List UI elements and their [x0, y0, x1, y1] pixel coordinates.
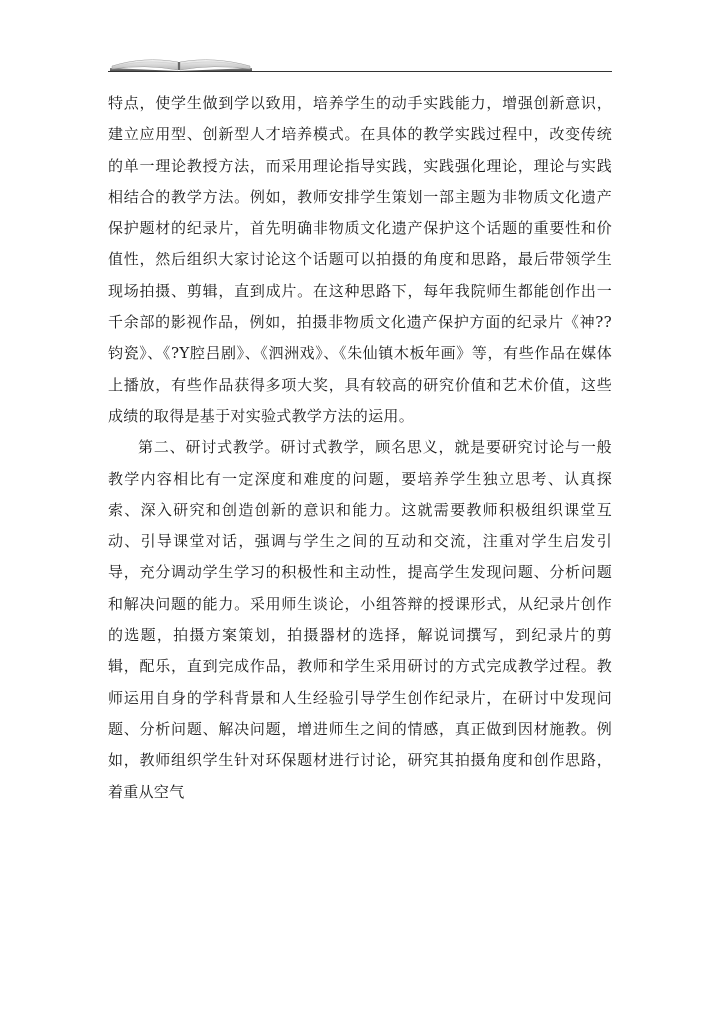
paragraph: 特点，使学生做到学以致用，培养学生的动手实践能力，增强创新意识，建立应用型、创新型人才培养模式。在具体的教学实践过程中，改变传统的单一理论教授方法，而采用理论指导实践，实践强化理论，理论与实践相结合的教学方法。例如，教师安排学生策划一部主题为非物质文化遗产保护题材的纪录片，首先明确非物质文化遗产保护这个话题的重要性和价值性，然后组织大家讨论这个话题可以拍摄的角度和思路，最后带领学生现场拍摄、剪辑，直到成片。在这种思路下，每年我院师生都能创作出一千余部的影视作品，例如，拍摄非物质文化遗产保护方面的纪录片《神??钧瓷》、《?Y腔吕剧》、《泗洲戏》、《朱仙镇木板年画》等，有些作品在媒体上播放，有些作品获得多项大奖，具有较高的研究价值和艺术价值，这些成绩的取得是基于对实验式教学方法的运用。	[108, 94, 612, 425]
paragraph: 第二、研讨式教学。研讨式教学，顾名思义，就是要研究讨论与一般教学内容相比有一定深度和难度的问题，要培养学生独立思考、认真探索、深入研究和创造创新的意识和能力。这就需要教师积极组织课堂互动、引导课堂对话，强调与学生之间的互动和交流，注重对学生启发引导，充分调动学生学习的积极性和主动性，提高学生发现问题、分析问题和解决问题的能力。采用师生谈论，小组答辩的授课形式，从纪录片创作的选题，拍摄方案策划，拍摄器材的选择，解说词撰写，到纪录片的剪辑，配乐，直到完成作品，教师和学生采用研讨的方式完成教学过程。教师运用自身的学科背景和人生经验引导学生创作纪录片，在研讨中发现问题、分析问题、解决问题，增进师生之间的情感，真正做到因材施教。例如，教师组织学生针对环保题材进行讨论，研究其拍摄角度和创作思路，着重从空气	[108, 438, 612, 801]
header-rule	[108, 71, 612, 72]
page-header	[108, 44, 612, 74]
open-book-icon	[108, 44, 254, 72]
body-text	[108, 88, 612, 808]
